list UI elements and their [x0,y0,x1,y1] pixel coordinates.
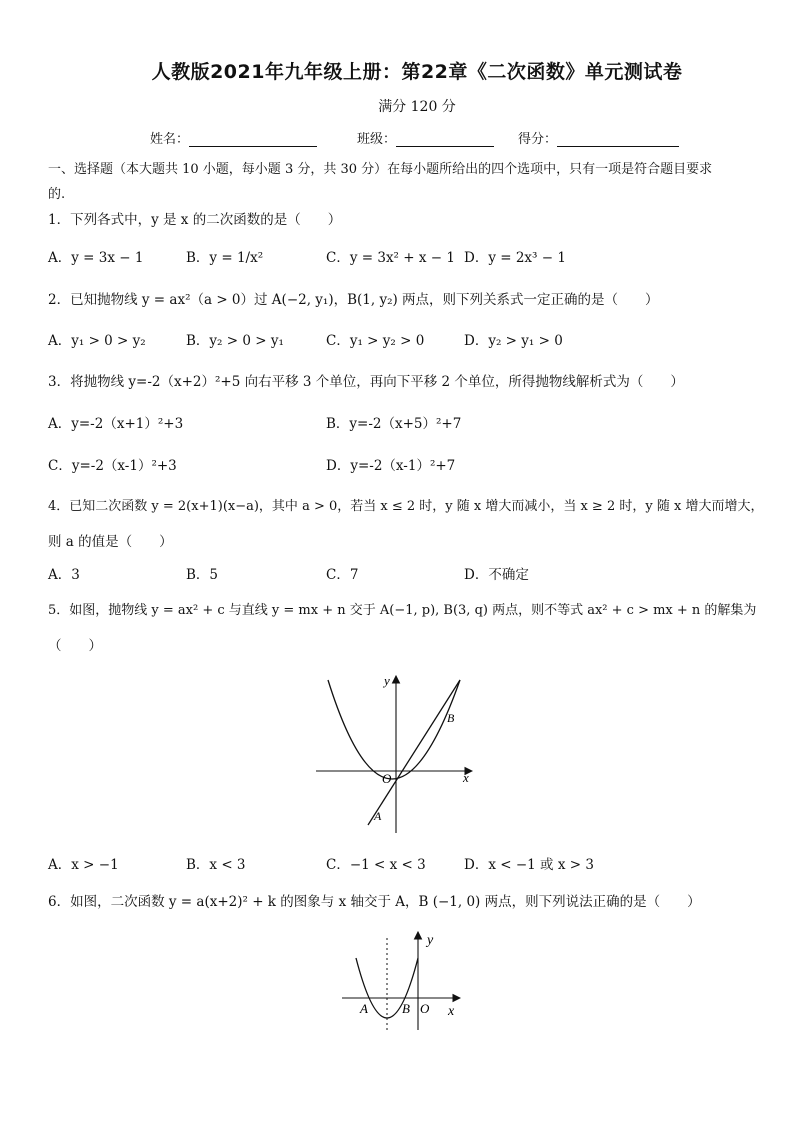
q4-option-d[interactable]: D．不确定 [464,567,529,583]
figure-6-graph [336,928,471,1038]
score-blank[interactable] [557,132,679,147]
q1-option-d[interactable]: D．y = 2x³ − 1 [464,250,566,266]
q5-option-a[interactable]: A．x > −1 [48,857,119,873]
y-axis-label: y [427,933,434,948]
q6-stem: 6．如图，二次函数 y = a(x+2)² + k 的图象与 x 轴交于 A，B (−1, 0) 两点，则下列说法正确的是（ ） [48,894,701,910]
q5-option-b[interactable]: B．x < 3 [186,857,246,873]
q3-option-d[interactable]: D．y=-2（x-1）²+7 [326,458,456,474]
name-field [150,128,317,147]
point-b-label: B [402,1001,410,1016]
name-label: 姓名： [150,132,190,147]
q2-option-c[interactable]: C．y₁ > y₂ > 0 [326,333,425,349]
x-axis-label: x [448,1004,455,1019]
point-a-label: A [360,1001,368,1016]
q4-option-b[interactable]: B．5 [186,567,219,583]
q2-option-b[interactable]: B．y₂ > 0 > y₁ [186,333,284,349]
q2-stem: 2．已知抛物线 y = ax²（a > 0）过 A(−2, y₁)，B(1, y₂) 两点，则下列关系式一定正确的是（ ） [48,292,659,308]
q2-option-d[interactable]: D．y₂ > y₁ > 0 [464,333,563,349]
q3-option-a[interactable]: A．y=-2（x+1）²+3 [48,416,184,432]
origin-label: O [420,1001,430,1016]
q3-stem: 3．将抛物线 y=-2（x+2）²+5 向右平移 3 个单位，再向下平移 2 个单位，所得抛物线解析式为（ ） [48,374,684,390]
q4-option-a[interactable]: A．3 [48,567,80,583]
name-blank[interactable] [189,132,317,147]
class-blank[interactable] [396,132,494,147]
class-label: 班级： [357,132,397,147]
y-axis-label: y [384,673,390,688]
origin-label: O [382,771,392,786]
q2-option-a[interactable]: A．y₁ > 0 > y₂ [48,333,146,349]
q1-option-c[interactable]: C．y = 3x² + x − 1 [326,250,455,266]
point-b-label: B [447,711,455,725]
parabola [328,680,460,779]
q4-stem-line2: 则 a 的值是（ ） [48,534,173,550]
line-mx-n [368,680,460,825]
full-score: 满分 120 分 [378,99,456,115]
class-field [357,128,494,147]
section-intro-line2: 的. [48,187,66,202]
q5-option-d[interactable]: D．x < −1 或 x > 3 [464,857,594,873]
q1-option-b[interactable]: B．y = 1/x² [186,250,264,266]
q4-option-c[interactable]: C．7 [326,567,359,583]
figure-5-graph [310,668,480,838]
q5-stem-line1: 5．如图，抛物线 y = ax² + c 与直线 y = mx + n 交于 A(−1, p), B(3, q) 两点，则不等式 ax² + c > mx + n 的解集为 [48,603,757,618]
q4-stem-line1: 4．已知二次函数 y = 2(x+1)(x−a)，其中 a > 0，若当 x ≤ 2 时，y 随 x 增大而减小，当 x ≥ 2 时，y 随 x 增大而增大， [48,499,764,514]
q5-option-c[interactable]: C．−1 < x < 3 [326,857,426,873]
q3-option-c[interactable]: C．y=-2（x-1）²+3 [48,458,177,474]
score-label: 得分： [518,132,558,147]
q1-stem: 1．下列各式中，y 是 x 的二次函数的是（ ） [48,212,342,228]
point-a-label: A [374,809,382,823]
q3-option-b[interactable]: B．y=-2（x+5）²+7 [326,416,462,432]
q5-stem-line2: （ ） [48,638,102,654]
x-axis-label: x [463,770,469,785]
section-intro-line1: 一、选择题（本大题共 10 小题，每小题 3 分，共 30 分）在每小题所给出的四个选项中，只有一项是符合题目要求 [48,162,713,177]
score-field [518,128,679,147]
q1-option-a[interactable]: A．y = 3x − 1 [48,250,144,266]
page-title: 人教版2021年九年级上册：第22章《二次函数》单元测试卷 [151,61,683,83]
